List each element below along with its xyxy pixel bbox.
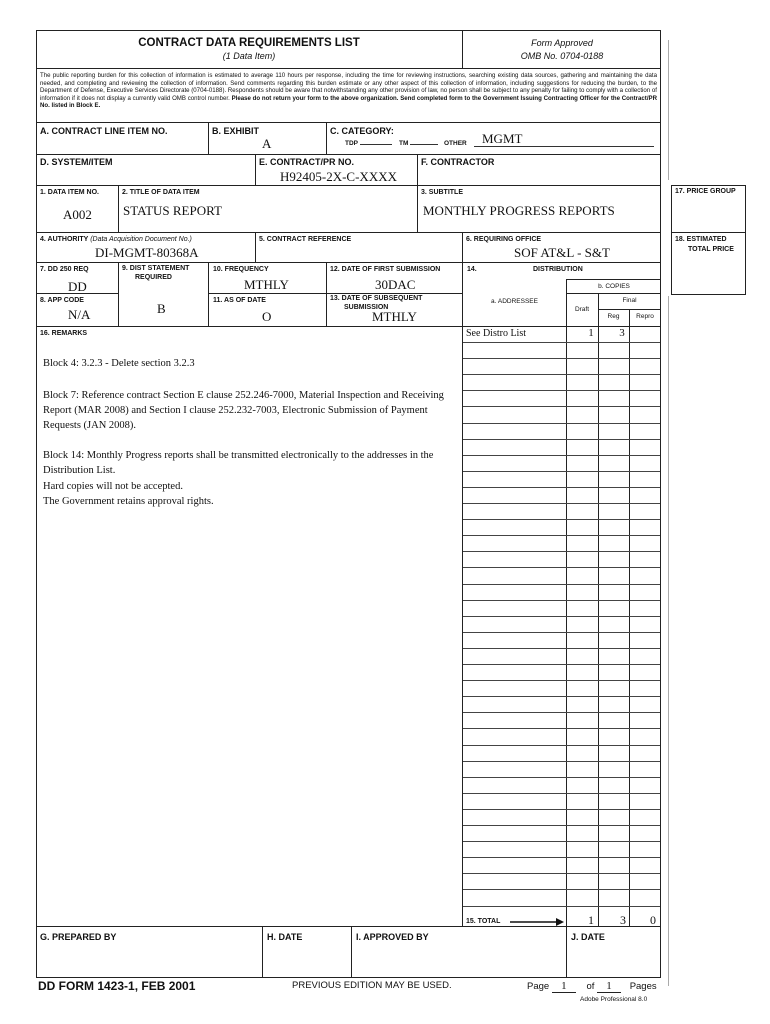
data-item-number[interactable]: A002 [63, 207, 92, 222]
item12-label: 12. DATE OF FIRST SUBMISSION [330, 266, 441, 273]
distribution-row-line [463, 374, 660, 375]
authority-value[interactable]: DI-MGMT-80368A [95, 245, 199, 260]
dist-reg-copies[interactable]: 3 [619, 327, 625, 339]
total-draft[interactable]: 1 [588, 913, 594, 927]
item10-label: 10. FREQUENCY [213, 266, 269, 273]
item5-label: 5. CONTRACT REFERENCE [259, 236, 352, 243]
item14-label: DISTRIBUTION [533, 266, 583, 273]
app-code-value[interactable]: N/A [68, 307, 91, 322]
contract-number[interactable]: H92405-2X-C-XXXX [280, 169, 397, 184]
distribution-row-line [463, 777, 660, 778]
item18-label: 18. ESTIMATED TOTAL PRICE [675, 236, 734, 253]
omb-number: OMB No. 0704-0188 [520, 51, 604, 61]
distribution-row-line [463, 664, 660, 665]
item6-label: 6. REQUIRING OFFICE [466, 236, 542, 243]
dist-addressee[interactable]: See Distro List [466, 328, 526, 339]
distribution-row-line [463, 567, 660, 568]
draft-label: Draft [574, 306, 590, 313]
item14-label-num: 14. [467, 266, 477, 273]
distribution-row-line [463, 632, 660, 633]
distribution-row-line [463, 471, 660, 472]
copies-label: b. COPIES [598, 283, 630, 290]
distribution-row-line [463, 390, 660, 391]
as-of-date-value[interactable]: O [262, 309, 272, 324]
item8-label: 8. APP CODE [40, 297, 84, 304]
item3-label: 3. SUBTITLE [421, 189, 464, 196]
dist-draft-copies[interactable]: 1 [588, 327, 594, 339]
subtitle-value[interactable]: MONTHLY PROGRESS REPORTS [423, 203, 615, 218]
block-c-label: C. CATEGORY: [330, 126, 394, 136]
remark-block14: Block 14: Monthly Progress reports shall be transmitted electronically to the addresses in the Distribution List. [43, 450, 434, 476]
block-f-label: F. CONTRACTOR [421, 157, 495, 167]
distribution-row-line [463, 358, 660, 359]
category-tm: TM [399, 140, 438, 147]
block-g-label: G. PREPARED BY [40, 932, 117, 942]
distribution-row-line [463, 841, 660, 842]
total-reg[interactable]: 3 [620, 913, 626, 927]
distribution-row-line [463, 519, 660, 520]
distribution-row-line [463, 889, 660, 890]
dist-statement-value[interactable]: B [157, 301, 166, 316]
block-d-label: D. SYSTEM/ITEM [40, 157, 113, 167]
final-label: Final [622, 297, 637, 304]
remark-hard-copies: Hard copies will not be accepted. [43, 481, 183, 492]
distribution-row-line [463, 825, 660, 826]
distribution-row-line [463, 487, 660, 488]
item17-label: 17. PRICE GROUP [675, 188, 736, 195]
distribution-row-line [463, 423, 660, 424]
item13-label: 13. DATE OF SUBSEQUENT SUBMISSION [330, 295, 423, 311]
dd250-value[interactable]: DD [68, 279, 87, 294]
block-j-label: J. DATE [571, 932, 605, 942]
remark-approval: The Government retains approval rights. [43, 496, 214, 507]
category-value[interactable]: MGMT [482, 131, 523, 146]
distribution-row-line [463, 857, 660, 858]
distribution-row-line [463, 906, 660, 907]
distribution-row-line [463, 745, 660, 746]
item7-label: 7. DD 250 REQ [40, 266, 89, 273]
reg-label: Reg [607, 313, 620, 320]
block-a-label: A. CONTRACT LINE ITEM NO. [40, 126, 168, 136]
page-number: 1 [552, 980, 576, 993]
subsequent-submission-value[interactable]: MTHLY [372, 309, 417, 324]
distribution-row-line [463, 503, 660, 504]
item4-label: 4. AUTHORITY (Data Acquisition Document No.) [40, 236, 192, 243]
total-arrow-icon [508, 917, 566, 927]
total-pages: 1 [597, 980, 621, 993]
requiring-office[interactable]: SOF AT&L - S&T [514, 245, 610, 260]
distribution-row-line [463, 873, 660, 874]
page-indicator: Page 1 of 1 Pages [527, 980, 657, 992]
form-name: DD FORM 1423-1, FEB 2001 [38, 979, 196, 993]
data-item-title[interactable]: STATUS REPORT [123, 203, 222, 218]
distribution-row-line [463, 728, 660, 729]
distribution-row-line [463, 648, 660, 649]
distribution-row-line [463, 680, 660, 681]
distribution-row-line [463, 455, 660, 456]
form-subtitle: (1 Data Item) [222, 51, 276, 61]
distribution-row-line [463, 551, 660, 552]
addressee-label: a. ADDRESSEE [491, 298, 538, 305]
category-tdp: TDP [345, 140, 392, 147]
item11-label: 11. AS OF DATE [213, 297, 266, 304]
item1-label: 1. DATA ITEM NO. [40, 189, 99, 196]
item16-label: 16. REMARKS [40, 330, 88, 337]
distribution-row-line [463, 696, 660, 697]
distribution-row-line [463, 616, 660, 617]
distribution-row-line [463, 793, 660, 794]
item2-label: 2. TITLE OF DATA ITEM [122, 189, 200, 196]
block-b-label: B. EXHIBIT [212, 126, 260, 136]
block-i-label: I. APPROVED BY [356, 932, 429, 942]
repro-label: Repro [636, 313, 654, 320]
block-h-label: H. DATE [267, 932, 303, 942]
frequency-value[interactable]: MTHLY [244, 277, 289, 292]
adobe-version: Adobe Professional 8.0 [580, 996, 648, 1003]
total-repro[interactable]: 0 [650, 913, 656, 927]
category-other: OTHER [444, 140, 467, 147]
first-submission-value[interactable]: 30DAC [375, 277, 416, 292]
exhibit-value[interactable]: A [262, 136, 272, 151]
item15-label: 15. TOTAL [466, 918, 501, 925]
distribution-row-line [463, 761, 660, 762]
item9-label: 9. DIST STATEMENT REQUIRED [122, 265, 190, 281]
previous-edition: PREVIOUS EDITION MAY BE USED. [292, 980, 452, 991]
remark-block7: Block 7: Reference contract Section E clause 252.246-7000, Material Inspection and Receiving Report (MAR 2008) and Section I clause 252.232-7003, Electronic Submission of Payment Requests (JAN 2008). [43, 390, 444, 431]
distribution-row-line [463, 712, 660, 713]
distribution-row-line [463, 809, 660, 810]
distribution-row-line [463, 584, 660, 585]
distribution-row-line [463, 439, 660, 440]
form-title: CONTRACT DATA REQUIREMENTS LIST [138, 37, 360, 49]
distribution-row-line [463, 406, 660, 407]
burden-statement: The public reporting burden for this collection of information is estimated to average 110 hours per response, including the time for reviewing instructions, searching existing data sources, gathering and maintaining the data needed, and completing and reviewing the collection of information. Send comments regarding this burden estimate or any other aspect of this collection of information, including suggestions for reducing the burden, to the Department of Defense, Executive Services Directorate (0704-0188). Respondents should be aware that notwithstanding any other provision of law, no person shall be subject to any penalty for failing to comply with a collection of information if it does not display a currently valid OMB control number. Please do not return your form to the above organization. Send completed form to the Government Issuing Contracting Officer for the Contract/PR No. listed in Block E. [40, 72, 657, 110]
distribution-row-line [463, 600, 660, 601]
form-approved: Form Approved [531, 38, 593, 48]
remark-block4: Block 4: 3.2.3 - Delete section 3.2.3 [43, 358, 195, 369]
distribution-row-line [463, 535, 660, 536]
distribution-row-line [463, 342, 660, 343]
block-e-label: E. CONTRACT/PR NO. [259, 157, 355, 167]
